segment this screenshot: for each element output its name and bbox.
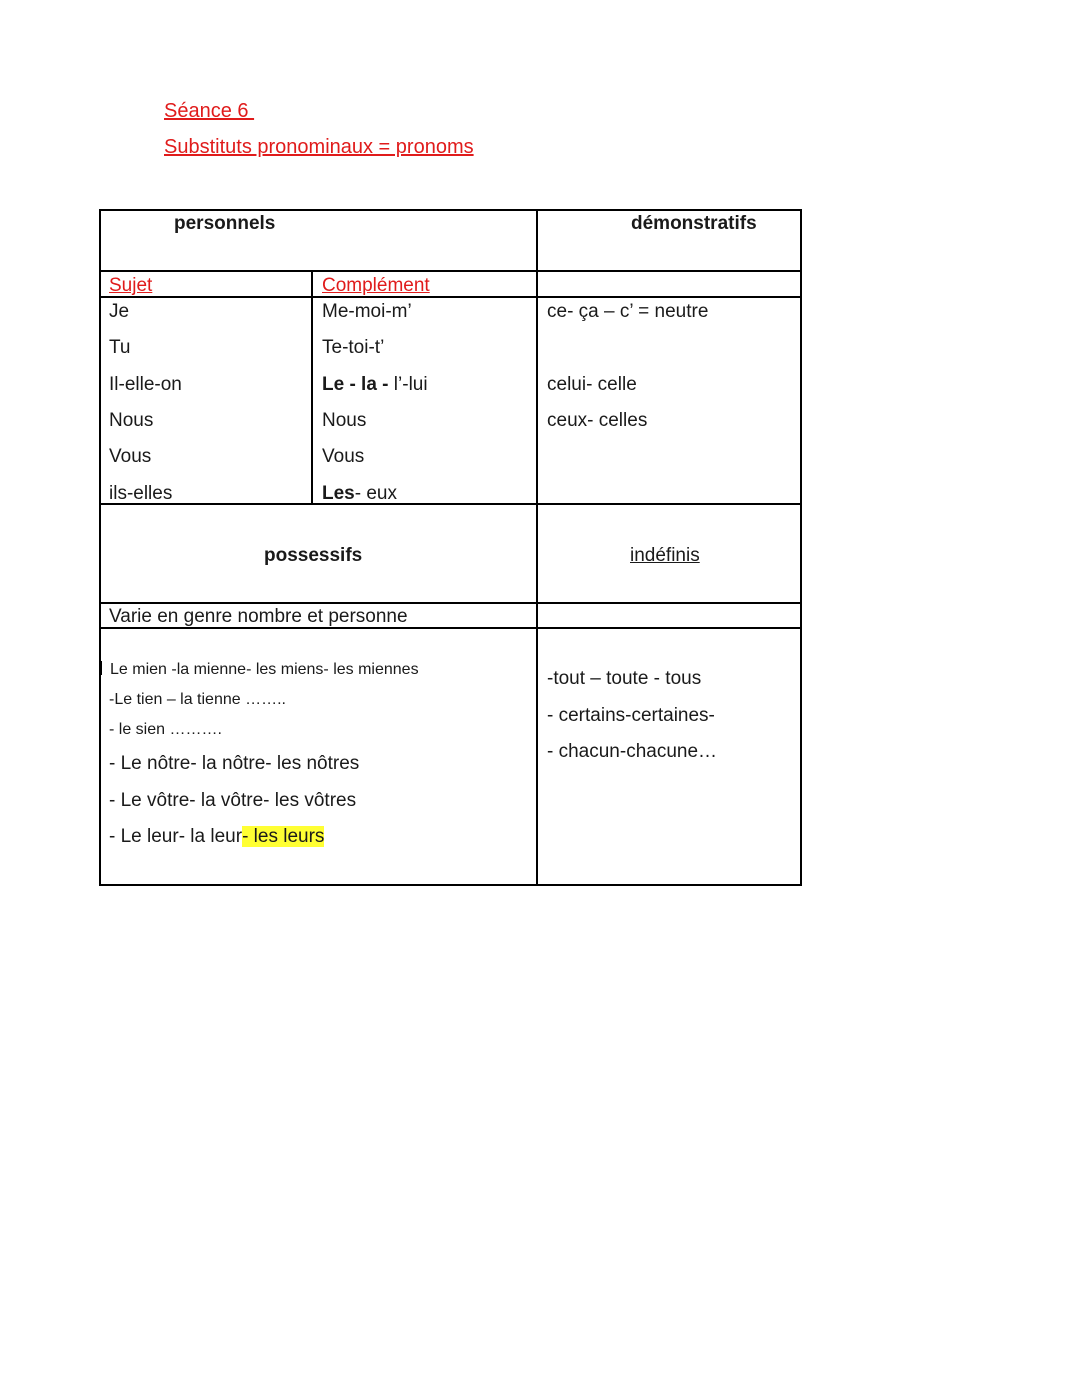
sujet-item: Il-elle-on (109, 374, 182, 395)
indefini-item: -tout – toute - tous (547, 668, 702, 689)
possessif-small-item: - le sien ………. (109, 721, 222, 738)
demonstratif-item: ceux- celles (547, 410, 648, 431)
label-complement: Complément (322, 275, 430, 296)
heading-personnels: personnels (174, 213, 276, 234)
indefini-item: - certains-certaines- (547, 705, 715, 726)
demonstratif-item: celui- celle (547, 374, 637, 395)
heading-demonstratifs: démonstratifs (631, 213, 757, 234)
complement-item: Te-toi-t’ (322, 337, 385, 358)
label-sujet: Sujet (109, 275, 153, 296)
heading-indefinis: indéfinis (630, 545, 700, 566)
table-divider-vertical (536, 209, 538, 886)
table-line-1 (99, 270, 802, 272)
complement-item: Nous (322, 410, 367, 431)
table-line-5 (99, 627, 802, 629)
possessifs-subheading: Varie en genre nombre et personne (109, 606, 408, 627)
complement-item: Les- eux (322, 483, 397, 504)
possessif-small-item: Le mien -la mienne- les miens- les miennes (110, 661, 419, 678)
demonstratif-item: ce- ça – c’ = neutre (547, 301, 709, 322)
sujet-item: Tu (109, 337, 131, 358)
complement-item: Le - la - l’-lui (322, 374, 428, 395)
sujet-item: ils-elles (109, 483, 173, 504)
table-line-3 (99, 503, 802, 505)
sujet-item: Vous (109, 446, 152, 467)
possessif-item: - Le leur- la leur- les leurs (109, 826, 325, 847)
highlighted-text: - les leurs (242, 826, 325, 847)
sujet-item: Je (109, 301, 130, 322)
possessif-item: - Le nôtre- la nôtre- les nôtres (109, 753, 360, 774)
table-line-2 (99, 296, 802, 298)
table-line-4 (99, 602, 802, 604)
subject-title: Substituts pronominaux = pronoms (164, 136, 474, 158)
session-title: Séance 6 (164, 100, 255, 122)
sujet-item: Nous (109, 410, 154, 431)
possessif-item: - Le vôtre- la vôtre- les vôtres (109, 790, 357, 811)
possessif-small-item: -Le tien – la tienne …….. (109, 691, 286, 708)
complement-item: Vous (322, 446, 365, 467)
indefini-item: - chacun-chacune… (547, 741, 718, 762)
complement-item: Me-moi-m’ (322, 301, 412, 322)
table-divider-sujet-complement (311, 270, 313, 504)
heading-possessifs: possessifs (264, 545, 363, 566)
list-marker (101, 661, 102, 675)
